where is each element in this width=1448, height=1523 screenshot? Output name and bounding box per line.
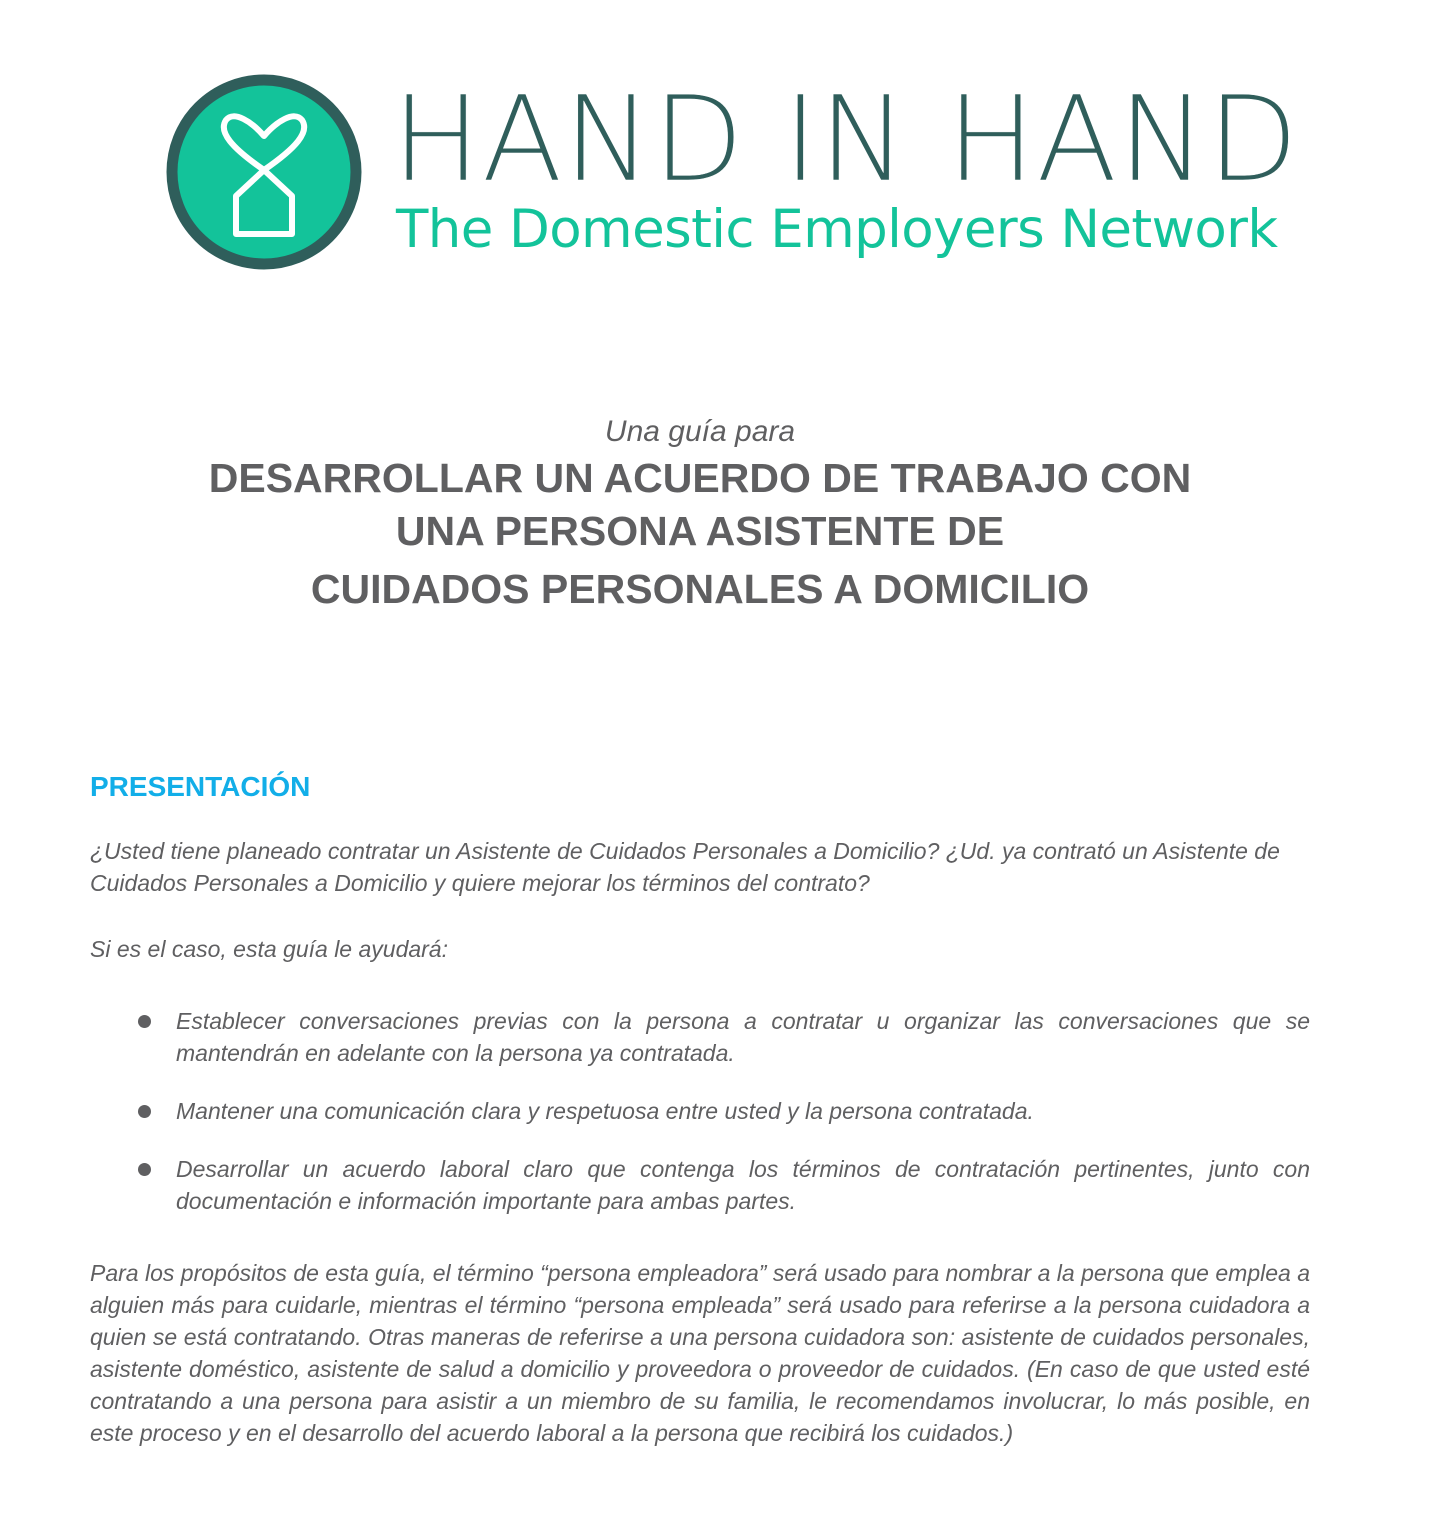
organization-logo bbox=[166, 70, 1300, 274]
document-subtitle: Una guía para bbox=[604, 415, 796, 448]
list-item bbox=[90, 1153, 1310, 1217]
document-title-line: UNA PERSONA ASISTENTE DE bbox=[395, 508, 1005, 554]
list-item bbox=[90, 1095, 1310, 1127]
document-title-block bbox=[0, 412, 1400, 616]
benefit-list bbox=[90, 1005, 1310, 1217]
document-title-line: CUIDADOS PERSONALES A DOMICILIO bbox=[310, 566, 1090, 612]
organization-tagline: The Domestic Employers Network bbox=[396, 199, 1278, 260]
heart-house-icon bbox=[166, 74, 362, 270]
document-body bbox=[90, 763, 1310, 1449]
bullet-icon bbox=[138, 1015, 151, 1028]
list-item bbox=[90, 1005, 1310, 1069]
section-heading: PRESENTACIÓN bbox=[90, 771, 311, 802]
list-item-text: Establecer conversaciones previas con la persona a contratar u organizar las conversaciones que se mantendrán en adelante con la persona ya contratada. bbox=[176, 1008, 1310, 1066]
bullet-icon bbox=[138, 1105, 151, 1118]
list-item-text: Mantener una comunicación clara y respetuosa entre usted y la persona contratada. bbox=[176, 1098, 1034, 1124]
document-title-line: DESARROLLAR UN ACUERDO DE TRABAJO CON bbox=[208, 455, 1192, 501]
list-item-text: Desarrollar un acuerdo laboral claro que contenga los términos de contratación pertinentes, junto con documentación e información importante para ambas partes. bbox=[176, 1156, 1310, 1214]
organization-name: HAND IN HAND bbox=[392, 70, 1300, 208]
bullet-icon bbox=[138, 1163, 151, 1176]
intro-paragraph: ¿Usted tiene planeado contratar un Asistente de Cuidados Personales a Domicilio? ¿Ud. ya contrató un Asistente de Cuidados Personales a Domicilio y quiere mejorar los términos del contrato? bbox=[90, 838, 1280, 896]
lead-paragraph: Si es el caso, esta guía le ayudará: bbox=[90, 936, 448, 962]
closing-paragraph: Para los propósitos de esta guía, el término “persona empleadora” será usado para nombrar a la persona que emplea a alguien más para cuidarle, mientras el término “persona empleada” será usado para referirse a la persona cuidadora a quien se está contratando. Otras maneras de referirse a una persona cuidadora son: asistente de cuidados personales, asistente doméstico, asistente de salud a domicilio y proveedora o proveedor de cuidados. (En caso de que usted esté contratando a una persona para asistir a un miembro de su familia, le recomendamos involucrar, lo más posible, en este proceso y en el desarrollo del acuerdo laboral a la persona que recibirá los cuidados.) bbox=[90, 1260, 1310, 1446]
